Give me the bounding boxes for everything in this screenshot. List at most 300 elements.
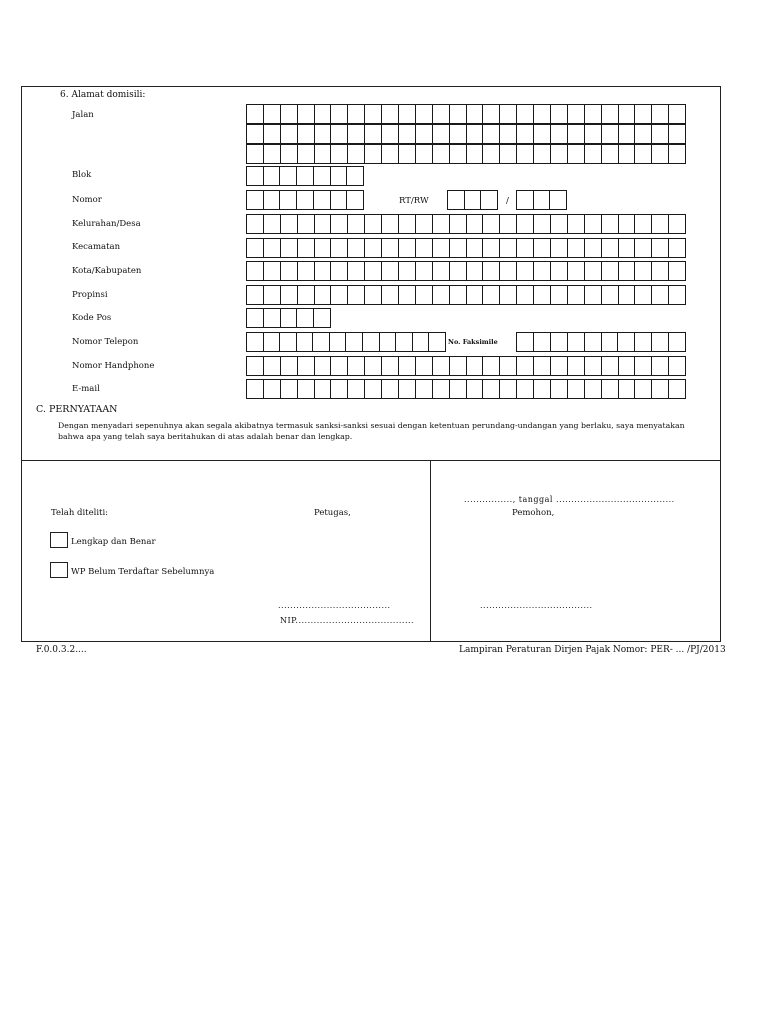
character-cell[interactable] [330,215,347,233]
email-input[interactable] [246,379,686,399]
character-cell[interactable] [533,333,550,351]
character-cell[interactable] [247,105,263,123]
character-cell[interactable] [280,262,297,280]
character-cell[interactable] [330,167,347,185]
kelurahan-input[interactable] [246,214,686,234]
character-cell[interactable] [330,286,347,304]
character-cell[interactable] [634,380,651,398]
character-cell[interactable] [280,380,297,398]
character-cell[interactable] [280,125,297,143]
character-cell[interactable] [415,357,432,375]
character-cell[interactable] [482,239,499,257]
character-cell[interactable] [482,105,499,123]
character-cell[interactable] [651,215,668,233]
character-cell[interactable] [296,309,313,327]
character-cell[interactable] [584,215,601,233]
character-cell[interactable] [432,145,449,163]
character-cell[interactable] [668,333,685,351]
character-cell[interactable] [280,145,297,163]
character-cell[interactable] [550,125,567,143]
character-cell[interactable] [651,145,668,163]
character-cell[interactable] [567,286,584,304]
character-cell[interactable] [466,105,483,123]
character-cell[interactable] [263,286,280,304]
character-cell[interactable] [313,309,330,327]
character-cell[interactable] [314,125,331,143]
character-cell[interactable] [280,105,297,123]
character-cell[interactable] [601,125,618,143]
character-cell[interactable] [550,357,567,375]
character-cell[interactable] [668,239,685,257]
character-cell[interactable] [634,215,651,233]
character-cell[interactable] [347,286,364,304]
character-cell[interactable] [449,262,466,280]
nip-line[interactable]: NIP....................................... [280,616,415,625]
character-cell[interactable] [263,215,280,233]
character-cell[interactable] [297,380,314,398]
character-cell[interactable] [549,191,566,209]
character-cell[interactable] [601,286,618,304]
character-cell[interactable] [381,215,398,233]
character-cell[interactable] [449,380,466,398]
character-cell[interactable] [550,105,567,123]
character-cell[interactable] [651,262,668,280]
character-cell[interactable] [567,357,584,375]
kecamatan-input[interactable] [246,238,686,258]
character-cell[interactable] [466,239,483,257]
character-cell[interactable] [347,215,364,233]
character-cell[interactable] [482,286,499,304]
character-cell[interactable] [550,286,567,304]
character-cell[interactable] [364,105,381,123]
character-cell[interactable] [415,286,432,304]
character-cell[interactable] [296,333,313,351]
character-cell[interactable] [466,215,483,233]
character-cell[interactable] [297,125,314,143]
petugas-signature-line[interactable]: ..................................... [278,601,391,610]
character-cell[interactable] [668,262,685,280]
character-cell[interactable] [516,239,533,257]
character-cell[interactable] [618,105,635,123]
character-cell[interactable] [533,145,550,163]
character-cell[interactable] [314,357,331,375]
character-cell[interactable] [313,191,330,209]
character-cell[interactable] [466,125,483,143]
character-cell[interactable] [634,333,651,351]
character-cell[interactable] [449,239,466,257]
character-cell[interactable] [550,333,567,351]
character-cell[interactable] [482,380,499,398]
character-cell[interactable] [601,380,618,398]
character-cell[interactable] [448,191,464,209]
character-cell[interactable] [516,357,533,375]
character-cell[interactable] [584,380,601,398]
character-cell[interactable] [330,191,347,209]
kota-input[interactable] [246,261,686,281]
character-cell[interactable] [651,239,668,257]
character-cell[interactable] [330,239,347,257]
character-cell[interactable] [533,262,550,280]
character-cell[interactable] [247,262,263,280]
character-cell[interactable] [567,125,584,143]
character-cell[interactable] [567,215,584,233]
character-cell[interactable] [601,239,618,257]
character-cell[interactable] [247,125,263,143]
character-cell[interactable] [263,125,280,143]
character-cell[interactable] [313,167,330,185]
character-cell[interactable] [634,262,651,280]
character-cell[interactable] [364,215,381,233]
character-cell[interactable] [584,239,601,257]
character-cell[interactable] [618,215,635,233]
jalan-input-row-1[interactable] [246,104,686,124]
character-cell[interactable] [668,286,685,304]
character-cell[interactable] [499,125,516,143]
character-cell[interactable] [618,286,635,304]
character-cell[interactable] [601,215,618,233]
character-cell[interactable] [263,167,280,185]
character-cell[interactable] [634,125,651,143]
character-cell[interactable] [415,262,432,280]
character-cell[interactable] [634,357,651,375]
character-cell[interactable] [449,145,466,163]
character-cell[interactable] [584,105,601,123]
character-cell[interactable] [330,262,347,280]
character-cell[interactable] [449,125,466,143]
character-cell[interactable] [297,357,314,375]
character-cell[interactable] [247,145,263,163]
handphone-input[interactable] [246,356,686,376]
character-cell[interactable] [280,215,297,233]
character-cell[interactable] [651,105,668,123]
character-cell[interactable] [533,380,550,398]
character-cell[interactable] [330,125,347,143]
character-cell[interactable] [330,145,347,163]
character-cell[interactable] [415,215,432,233]
character-cell[interactable] [499,239,516,257]
character-cell[interactable] [247,380,263,398]
character-cell[interactable] [330,357,347,375]
character-cell[interactable] [516,286,533,304]
character-cell[interactable] [499,215,516,233]
character-cell[interactable] [280,357,297,375]
character-cell[interactable] [398,239,415,257]
character-cell[interactable] [398,262,415,280]
character-cell[interactable] [533,125,550,143]
character-cell[interactable] [330,105,347,123]
character-cell[interactable] [297,215,314,233]
character-cell[interactable] [668,105,685,123]
character-cell[interactable] [601,105,618,123]
character-cell[interactable] [634,105,651,123]
character-cell[interactable] [499,380,516,398]
character-cell[interactable] [412,333,429,351]
pemohon-signature-line[interactable]: ..................................... [480,601,593,610]
character-cell[interactable] [668,215,685,233]
character-cell[interactable] [398,125,415,143]
character-cell[interactable] [533,357,550,375]
character-cell[interactable] [584,262,601,280]
character-cell[interactable] [449,215,466,233]
character-cell[interactable] [297,239,314,257]
character-cell[interactable] [362,333,379,351]
character-cell[interactable] [297,286,314,304]
character-cell[interactable] [482,215,499,233]
character-cell[interactable] [533,105,550,123]
character-cell[interactable] [668,145,685,163]
character-cell[interactable] [464,191,481,209]
character-cell[interactable] [584,145,601,163]
character-cell[interactable] [482,145,499,163]
character-cell[interactable] [247,286,263,304]
character-cell[interactable] [263,239,280,257]
character-cell[interactable] [533,191,550,209]
character-cell[interactable] [381,380,398,398]
character-cell[interactable] [279,167,296,185]
character-cell[interactable] [297,262,314,280]
character-cell[interactable] [601,357,618,375]
telepon-input[interactable] [246,332,446,352]
rt-input[interactable] [447,190,498,210]
character-cell[interactable] [651,333,668,351]
character-cell[interactable] [499,105,516,123]
character-cell[interactable] [567,333,584,351]
character-cell[interactable] [280,286,297,304]
character-cell[interactable] [297,145,314,163]
character-cell[interactable] [280,309,297,327]
character-cell[interactable] [428,333,445,351]
character-cell[interactable] [618,125,635,143]
character-cell[interactable] [567,145,584,163]
character-cell[interactable] [247,333,263,351]
character-cell[interactable] [379,333,396,351]
nomor-input[interactable] [246,190,364,210]
character-cell[interactable] [398,286,415,304]
jalan-input-row-3[interactable] [246,144,686,164]
character-cell[interactable] [297,105,314,123]
character-cell[interactable] [247,239,263,257]
character-cell[interactable] [279,191,296,209]
character-cell[interactable] [432,239,449,257]
character-cell[interactable] [415,239,432,257]
character-cell[interactable] [550,145,567,163]
character-cell[interactable] [345,333,362,351]
character-cell[interactable] [347,380,364,398]
character-cell[interactable] [449,286,466,304]
character-cell[interactable] [364,286,381,304]
character-cell[interactable] [279,333,296,351]
character-cell[interactable] [466,262,483,280]
character-cell[interactable] [618,357,635,375]
character-cell[interactable] [415,380,432,398]
character-cell[interactable] [346,167,363,185]
character-cell[interactable] [533,239,550,257]
character-cell[interactable] [398,145,415,163]
character-cell[interactable] [263,357,280,375]
character-cell[interactable] [618,380,635,398]
character-cell[interactable] [499,145,516,163]
lengkap-checkbox[interactable] [50,532,68,548]
character-cell[interactable] [432,215,449,233]
character-cell[interactable] [601,145,618,163]
propinsi-input[interactable] [246,285,686,305]
character-cell[interactable] [516,380,533,398]
character-cell[interactable] [312,333,329,351]
character-cell[interactable] [346,191,363,209]
character-cell[interactable] [364,239,381,257]
character-cell[interactable] [330,380,347,398]
character-cell[interactable] [398,215,415,233]
character-cell[interactable] [398,357,415,375]
character-cell[interactable] [634,286,651,304]
character-cell[interactable] [395,333,412,351]
character-cell[interactable] [247,215,263,233]
character-cell[interactable] [364,380,381,398]
character-cell[interactable] [314,215,331,233]
character-cell[interactable] [296,191,313,209]
character-cell[interactable] [601,262,618,280]
character-cell[interactable] [364,125,381,143]
character-cell[interactable] [567,380,584,398]
character-cell[interactable] [263,333,280,351]
character-cell[interactable] [347,357,364,375]
wp-belum-terdaftar-checkbox[interactable] [50,562,68,578]
character-cell[interactable] [314,286,331,304]
character-cell[interactable] [466,145,483,163]
character-cell[interactable] [517,333,533,351]
character-cell[interactable] [617,333,634,351]
character-cell[interactable] [314,145,331,163]
character-cell[interactable] [263,105,280,123]
character-cell[interactable] [567,239,584,257]
character-cell[interactable] [381,357,398,375]
character-cell[interactable] [651,357,668,375]
character-cell[interactable] [466,286,483,304]
kodepos-input[interactable] [246,308,331,328]
character-cell[interactable] [415,125,432,143]
character-cell[interactable] [516,125,533,143]
character-cell[interactable] [314,380,331,398]
character-cell[interactable] [247,191,263,209]
character-cell[interactable] [347,145,364,163]
character-cell[interactable] [651,380,668,398]
character-cell[interactable] [499,286,516,304]
character-cell[interactable] [280,239,297,257]
character-cell[interactable] [618,262,635,280]
character-cell[interactable] [432,357,449,375]
character-cell[interactable] [247,309,263,327]
character-cell[interactable] [364,145,381,163]
character-cell[interactable] [466,380,483,398]
jalan-input-row-2[interactable] [246,124,686,144]
character-cell[interactable] [584,125,601,143]
character-cell[interactable] [482,357,499,375]
character-cell[interactable] [381,125,398,143]
character-cell[interactable] [550,239,567,257]
character-cell[interactable] [432,262,449,280]
character-cell[interactable] [432,105,449,123]
character-cell[interactable] [398,105,415,123]
character-cell[interactable] [533,215,550,233]
character-cell[interactable] [618,239,635,257]
character-cell[interactable] [480,191,497,209]
character-cell[interactable] [466,357,483,375]
character-cell[interactable] [550,215,567,233]
blok-input[interactable] [246,166,364,186]
character-cell[interactable] [432,380,449,398]
character-cell[interactable] [584,286,601,304]
character-cell[interactable] [668,357,685,375]
character-cell[interactable] [314,239,331,257]
character-cell[interactable] [668,125,685,143]
character-cell[interactable] [347,105,364,123]
character-cell[interactable] [263,262,280,280]
character-cell[interactable] [516,105,533,123]
character-cell[interactable] [651,286,668,304]
character-cell[interactable] [499,357,516,375]
character-cell[interactable] [516,145,533,163]
character-cell[interactable] [314,262,331,280]
character-cell[interactable] [584,357,601,375]
character-cell[interactable] [364,262,381,280]
character-cell[interactable] [415,105,432,123]
character-cell[interactable] [482,125,499,143]
character-cell[interactable] [516,215,533,233]
character-cell[interactable] [517,191,533,209]
character-cell[interactable] [347,262,364,280]
character-cell[interactable] [364,357,381,375]
character-cell[interactable] [247,357,263,375]
character-cell[interactable] [381,145,398,163]
character-cell[interactable] [432,286,449,304]
character-cell[interactable] [482,262,499,280]
character-cell[interactable] [329,333,346,351]
character-cell[interactable] [567,105,584,123]
character-cell[interactable] [263,380,280,398]
character-cell[interactable] [415,145,432,163]
character-cell[interactable] [550,380,567,398]
character-cell[interactable] [651,125,668,143]
character-cell[interactable] [449,105,466,123]
character-cell[interactable] [263,191,280,209]
character-cell[interactable] [381,239,398,257]
character-cell[interactable] [347,125,364,143]
character-cell[interactable] [432,125,449,143]
character-cell[interactable] [381,286,398,304]
character-cell[interactable] [296,167,313,185]
character-cell[interactable] [499,262,516,280]
character-cell[interactable] [516,262,533,280]
character-cell[interactable] [347,239,364,257]
character-cell[interactable] [584,333,601,351]
character-cell[interactable] [550,262,567,280]
character-cell[interactable] [618,145,635,163]
character-cell[interactable] [247,167,263,185]
character-cell[interactable] [314,105,331,123]
character-cell[interactable] [381,262,398,280]
character-cell[interactable] [449,357,466,375]
character-cell[interactable] [263,145,280,163]
character-cell[interactable] [381,105,398,123]
faksimile-input[interactable] [516,332,686,352]
character-cell[interactable] [398,380,415,398]
character-cell[interactable] [533,286,550,304]
character-cell[interactable] [634,145,651,163]
character-cell[interactable] [668,380,685,398]
character-cell[interactable] [634,239,651,257]
character-cell[interactable] [601,333,618,351]
rw-input[interactable] [516,190,567,210]
